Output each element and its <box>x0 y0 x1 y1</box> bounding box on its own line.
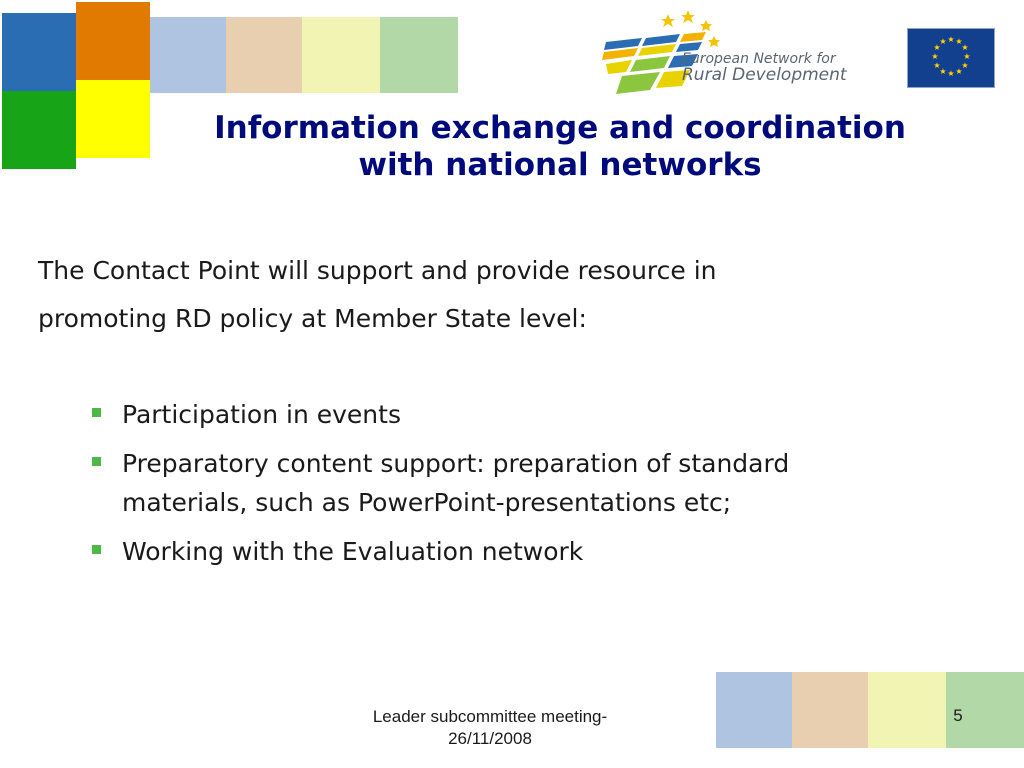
footer-square-pastel-yellow <box>868 672 946 748</box>
bullet-text: Working with the Evaluation network <box>122 537 584 566</box>
bullet-item <box>88 532 968 571</box>
svg-text:★: ★ <box>947 35 955 44</box>
decor-square-yellow <box>76 80 150 158</box>
footer-line1: Leader subcommittee meeting- <box>372 707 608 726</box>
intro-line1: The Contact Point will support and provide resource in <box>38 256 717 285</box>
slide-footer <box>300 706 680 750</box>
decor-square-pastel-yellow <box>302 17 380 93</box>
slide-title <box>150 110 970 184</box>
eu-flag-icon <box>907 28 995 88</box>
svg-text:★: ★ <box>947 69 955 78</box>
intro-paragraph <box>38 247 938 343</box>
slide-title-line2: with national networks <box>358 147 762 184</box>
svg-text:★: ★ <box>939 67 947 76</box>
logo-text-line2: Rural Development <box>682 64 847 85</box>
bullet-list <box>88 395 968 581</box>
bullet-item <box>88 444 968 522</box>
svg-text:★: ★ <box>955 37 963 46</box>
slide-title-line1: Information exchange and coordination <box>214 110 906 146</box>
enrd-logo-text <box>682 52 847 85</box>
svg-text:★: ★ <box>961 61 969 70</box>
bullet-item <box>88 395 968 434</box>
decor-square-pastel-tan <box>226 17 302 93</box>
decor-square-blue <box>2 13 76 91</box>
eu-stars-icon <box>908 29 994 87</box>
bullet-square-icon <box>92 408 101 417</box>
bullet-square-icon <box>92 457 101 466</box>
svg-text:★: ★ <box>955 67 963 76</box>
enrd-logo <box>602 8 872 96</box>
footer-square-pastel-tan <box>792 672 868 748</box>
svg-text:★: ★ <box>931 52 939 61</box>
decor-square-green <box>2 91 76 169</box>
decor-square-pastel-green <box>380 17 458 93</box>
svg-text:★: ★ <box>963 52 971 61</box>
svg-text:★: ★ <box>939 37 947 46</box>
svg-text:★: ★ <box>961 43 969 52</box>
decor-square-orange <box>76 2 150 80</box>
bullet-text: Participation in events <box>122 400 401 429</box>
intro-line2: promoting RD policy at Member State level: <box>38 304 587 333</box>
svg-text:★: ★ <box>933 43 941 52</box>
footer-line2: 26/11/2008 <box>448 729 532 748</box>
svg-text:★: ★ <box>933 61 941 70</box>
bullet-text-line2: materials, such as PowerPoint-presentations etc; <box>122 488 732 517</box>
bullet-square-icon <box>92 545 101 554</box>
bullet-text-line1: Preparatory content support: preparation of standard <box>122 449 790 478</box>
logo-text-line1: European Network for <box>682 51 836 67</box>
footer-square-pastel-blue <box>716 672 792 748</box>
decor-square-pastel-blue <box>150 17 226 93</box>
page-number: 5 <box>953 706 963 725</box>
